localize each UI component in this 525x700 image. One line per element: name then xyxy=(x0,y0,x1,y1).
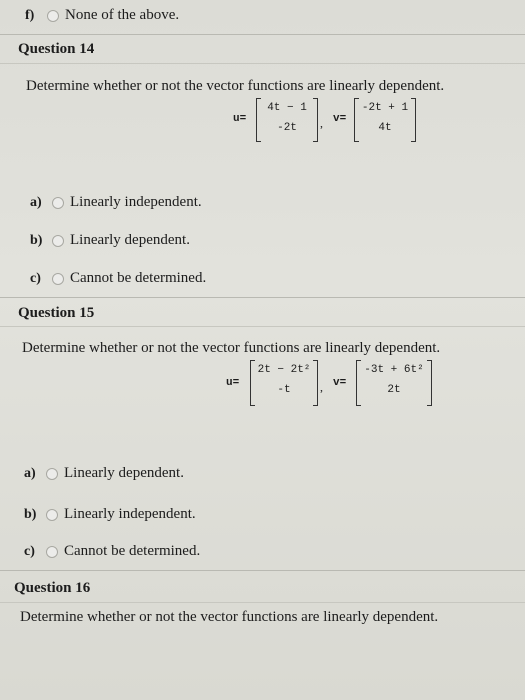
q14-option-a[interactable] xyxy=(30,194,202,211)
radio-button[interactable] xyxy=(52,197,64,209)
option-text: Cannot be determined. xyxy=(70,270,207,286)
q15-option-c[interactable] xyxy=(24,543,200,560)
option-letter: a) xyxy=(30,194,42,210)
vector-v-label: v= xyxy=(333,377,347,389)
divider xyxy=(0,297,525,298)
question-15-prompt: Determine whether or not the vector functions are linearly dependent. xyxy=(22,340,441,356)
option-letter: c) xyxy=(24,543,35,559)
option-text: Linearly dependent. xyxy=(64,465,184,481)
divider xyxy=(0,326,525,327)
matrix-cell: 2t xyxy=(387,384,401,396)
matrix-cell: 4t − 1 xyxy=(267,102,307,114)
radio-button[interactable] xyxy=(46,468,58,480)
separator: , xyxy=(320,116,323,130)
question-16-title: Question 16 xyxy=(14,580,91,596)
question-14-title: Question 14 xyxy=(18,41,95,57)
vector-v-matrix xyxy=(354,98,416,142)
option-letter: b) xyxy=(24,506,37,522)
option-text: Cannot be determined. xyxy=(64,543,201,559)
option-f[interactable] xyxy=(25,7,179,24)
matrix-cell: 4t xyxy=(378,122,392,134)
matrix-cell: 2t − 2t² xyxy=(257,364,311,376)
q14-option-b[interactable] xyxy=(30,232,190,249)
vector-u-label: u= xyxy=(226,377,240,389)
vector-v-matrix xyxy=(356,360,432,406)
option-letter: c) xyxy=(30,270,41,286)
radio-button[interactable] xyxy=(46,546,58,558)
vector-u-matrix xyxy=(250,360,318,406)
vector-u-label: u= xyxy=(233,113,247,125)
option-text: Linearly dependent. xyxy=(70,232,190,248)
divider xyxy=(0,34,525,35)
option-text: None of the above. xyxy=(65,7,180,23)
q14-option-c[interactable] xyxy=(30,270,206,287)
matrix-cell: -3t + 6t² xyxy=(364,364,424,376)
q15-option-a[interactable] xyxy=(24,465,184,482)
divider xyxy=(0,602,525,603)
question-16-prompt: Determine whether or not the vector functions are linearly dependent. xyxy=(20,609,439,625)
vector-u-matrix xyxy=(256,98,318,142)
radio-button[interactable] xyxy=(47,10,59,22)
question-14-prompt: Determine whether or not the vector functions are linearly dependent. xyxy=(26,78,445,94)
matrix-cell: -t xyxy=(277,384,291,396)
matrix-cell: -2t xyxy=(277,122,297,134)
divider xyxy=(0,570,525,571)
option-letter: b) xyxy=(30,232,43,248)
option-text: Linearly independent. xyxy=(64,506,196,522)
option-letter: f) xyxy=(25,7,35,23)
radio-button[interactable] xyxy=(46,509,58,521)
divider xyxy=(0,63,525,64)
matrix-cell: -2t + 1 xyxy=(361,102,409,114)
radio-button[interactable] xyxy=(52,273,64,285)
option-letter: a) xyxy=(24,465,36,481)
q15-option-b[interactable] xyxy=(24,506,196,523)
separator: , xyxy=(320,380,323,394)
vector-v-label: v= xyxy=(333,113,347,125)
option-text: Linearly independent. xyxy=(70,194,202,210)
question-15-title: Question 15 xyxy=(18,305,95,321)
radio-button[interactable] xyxy=(52,235,64,247)
